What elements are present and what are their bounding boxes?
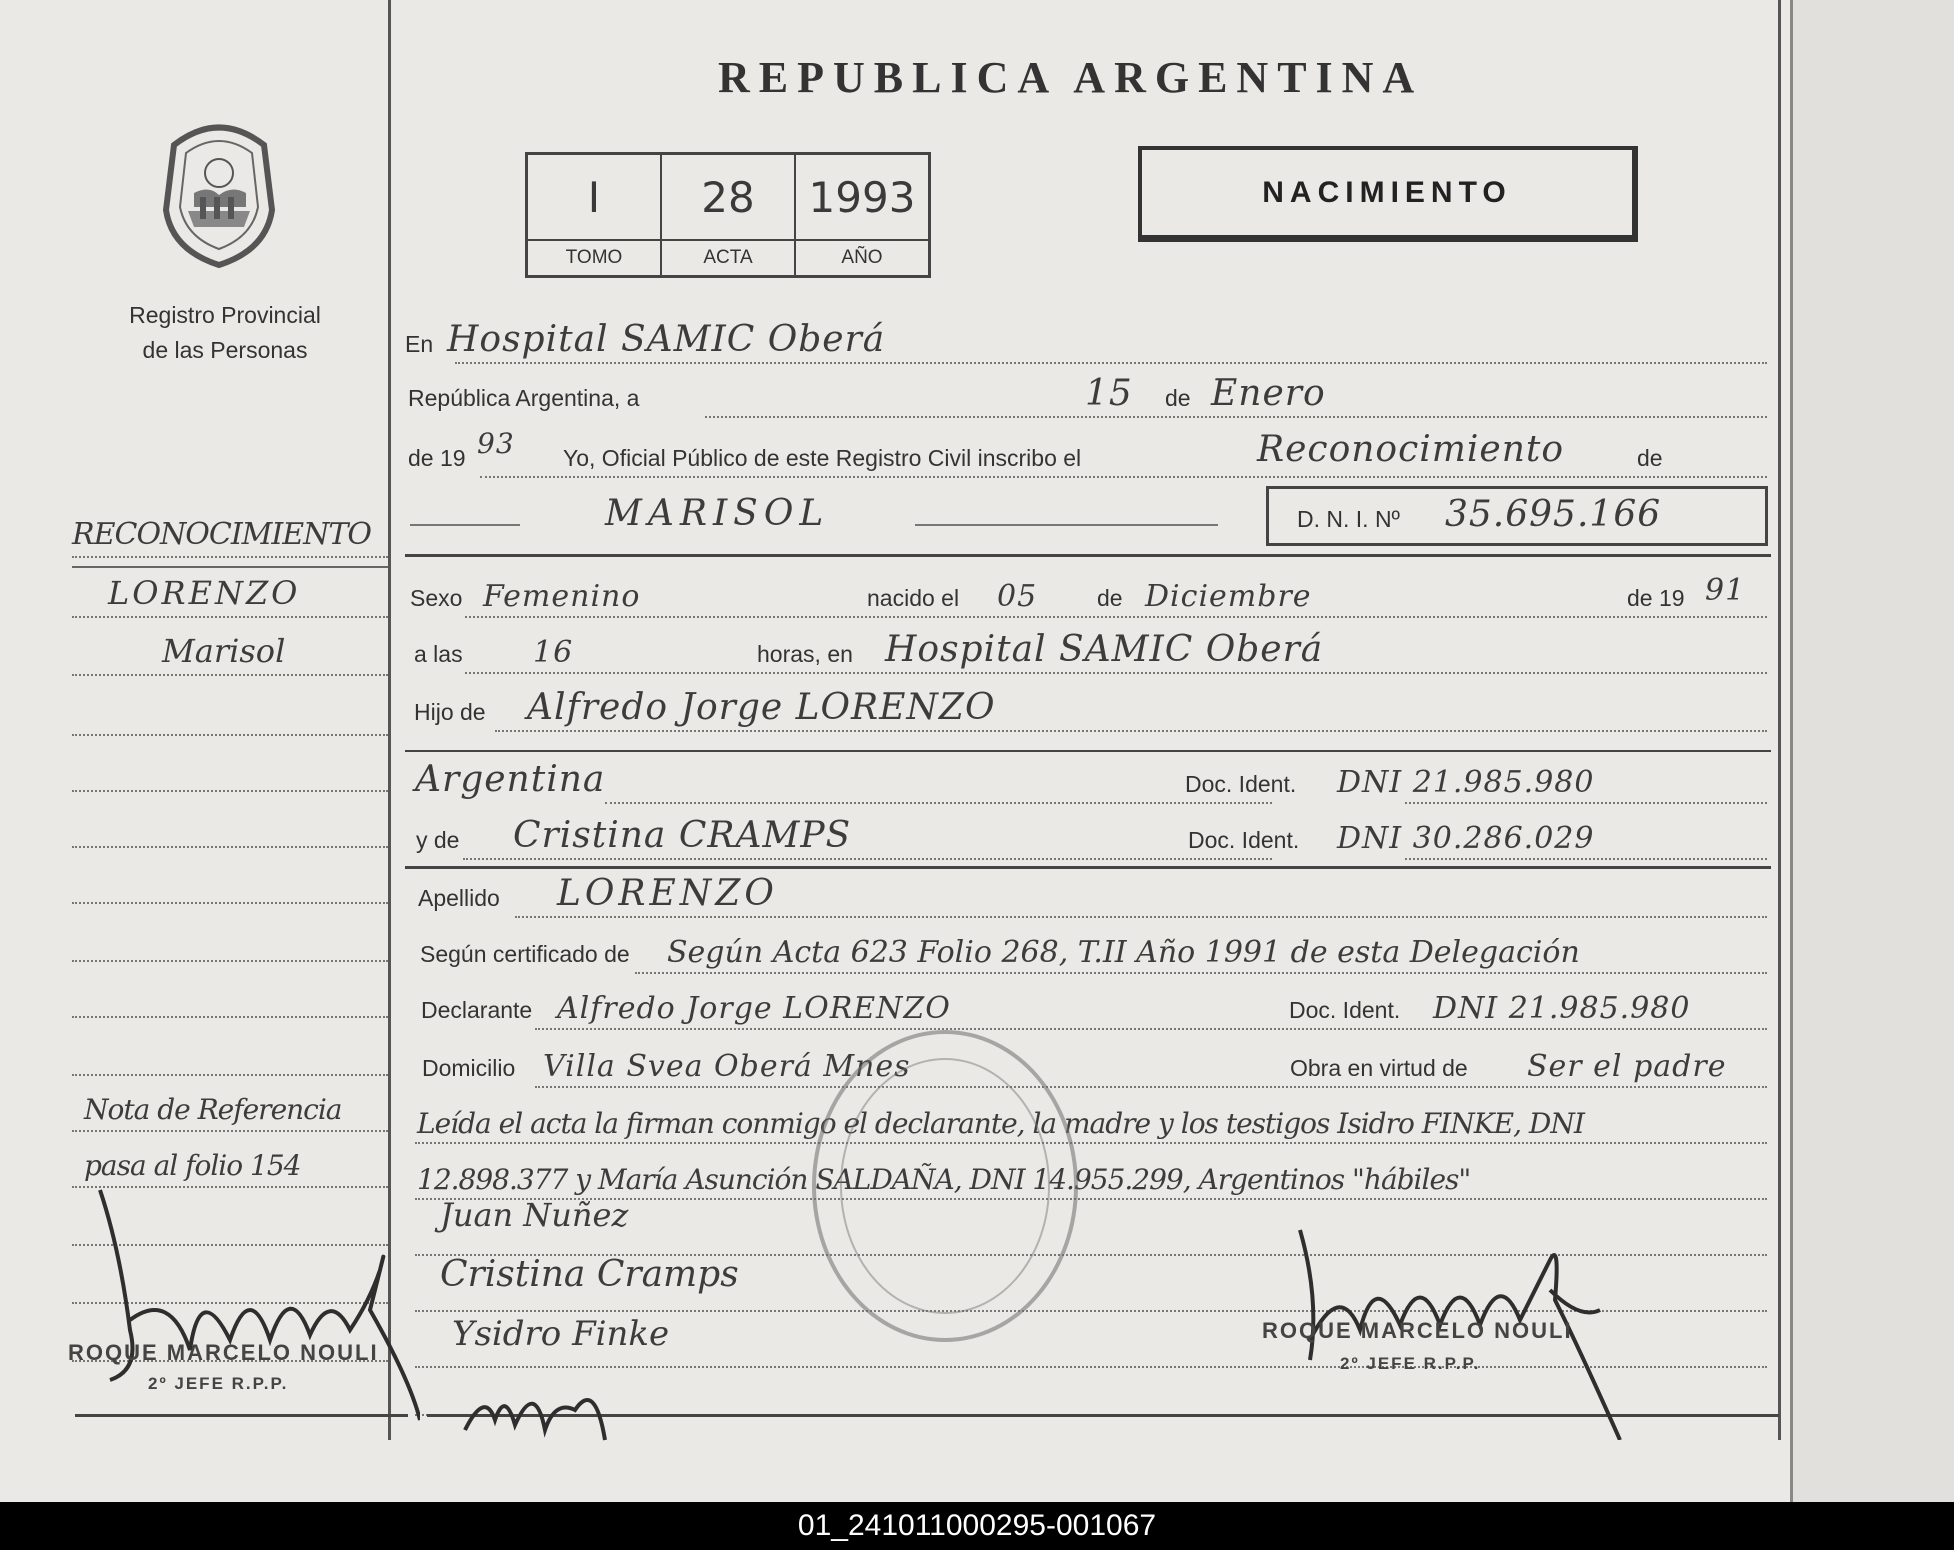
- nacido-label: nacido el: [867, 585, 960, 611]
- de-label-2: de: [1637, 445, 1663, 471]
- obra-label: Obra en virtud de: [1290, 1055, 1468, 1081]
- a-las-label: a las: [414, 641, 463, 667]
- child-name-value: MARISOL: [605, 493, 830, 534]
- tomo-cell: [528, 155, 662, 275]
- row-hour: [405, 622, 1767, 674]
- month-value: Enero: [1211, 373, 1326, 414]
- next-page-edge: [1790, 0, 1954, 1502]
- registry-name: Registro Provincial de las Personas: [129, 302, 321, 363]
- witness1-signature: Juan Nuñez: [440, 1196, 629, 1234]
- hour-value: 16: [533, 635, 574, 670]
- tomo-value: I: [528, 155, 660, 241]
- dni-label: D. N. I. Nº: [1297, 506, 1400, 532]
- right-officer-stamp-name: ROQUE MARCELO NOULI: [1262, 1318, 1573, 1343]
- de19-label: de 19: [408, 445, 466, 471]
- left-officer-signature-icon: [80, 1170, 420, 1435]
- birth-year-suffix-value: 91: [1705, 573, 1746, 608]
- left-officer-stamp-title: 2º JEFE R.P.P.: [148, 1374, 289, 1393]
- extra-signature-icon: [455, 1370, 635, 1455]
- province-seal-icon: [154, 115, 284, 270]
- row-date: [405, 366, 1767, 418]
- row-surname: [405, 866, 1767, 918]
- margin-row-blank-1: [72, 684, 388, 736]
- declarante-label: Declarante: [421, 997, 533, 1023]
- row-notes-1: [405, 1092, 1767, 1144]
- apellido-label: Apellido: [418, 885, 500, 911]
- sexo-value: Femenino: [483, 579, 641, 614]
- margin-note-line-1: Nota de Referencia: [84, 1093, 342, 1126]
- act-type-value: Reconocimiento: [1257, 429, 1565, 470]
- year-suffix-value: 93: [477, 427, 515, 460]
- margin-note-line-2: pasa al folio 154: [84, 1149, 301, 1182]
- row-notes-2: [405, 1148, 1767, 1200]
- margin-row-blank-2: [72, 740, 388, 792]
- margin-row-blank-4: [72, 852, 388, 904]
- row-sex-birth: [405, 566, 1767, 618]
- birth-day-value: 05: [997, 579, 1038, 614]
- section-divider: [405, 554, 1771, 557]
- certificate-type-box: NACIMIENTO: [1138, 146, 1638, 242]
- dni-value: 35.695.166: [1445, 494, 1662, 535]
- father-value: Alfredo Jorge LORENZO: [527, 687, 996, 728]
- witness2-signature: Ysidro Finke: [452, 1314, 670, 1354]
- de-label: de: [1165, 385, 1191, 411]
- margin-row-surname: [72, 566, 388, 618]
- right-border: [1778, 0, 1781, 1440]
- segun-value: Según Acta 623 Folio 268, T.II Año 1991 de esta Delegación: [667, 935, 1580, 970]
- sexo-label: Sexo: [410, 585, 463, 611]
- acta-value: 28: [662, 155, 794, 241]
- right-officer-stamp-title: 2º JEFE R.P.P.: [1340, 1354, 1481, 1373]
- margin-row-blank-3: [72, 796, 388, 848]
- en-label: En: [405, 331, 434, 357]
- caption-bar: [0, 1502, 1954, 1550]
- tomo-label: TOMO: [565, 247, 623, 268]
- row-mother: [405, 808, 1767, 860]
- margin-name-value: Marisol: [162, 632, 286, 670]
- margin-row-blank-7: [72, 1024, 388, 1076]
- birth-place-value: Hospital SAMIC Oberá: [885, 629, 1324, 670]
- official-stamp-icon: [812, 1030, 1078, 1342]
- image-caption: 01_241011000295-001067: [797, 1509, 1157, 1542]
- margin-row-blank-6: [72, 966, 388, 1018]
- horas-label: horas, en: [757, 641, 853, 667]
- document-title: REPUBLICA ARGENTINA: [718, 53, 1424, 102]
- declarante-doc-value: DNI 21.985.980: [1433, 991, 1691, 1026]
- anio-value: 1993: [796, 155, 928, 241]
- left-officer-stamp-name: ROQUE MARCELO NOULI: [68, 1340, 379, 1365]
- reference-box: [525, 152, 931, 278]
- acta-label: ACTA: [703, 247, 753, 268]
- margin-row-act: [72, 506, 388, 558]
- birth-de-label: de: [1097, 585, 1123, 611]
- segun-label: Según certificado de: [420, 941, 630, 967]
- father-doc-label: Doc. Ident.: [1185, 771, 1297, 797]
- row-declarant: [405, 978, 1767, 1030]
- mother-doc-label: Doc. Ident.: [1188, 827, 1300, 853]
- oficial-text: Yo, Oficial Público de este Registro Civil inscribo el: [563, 445, 1082, 471]
- margin-act-value: RECONOCIMIENTO: [72, 517, 372, 552]
- notes-line-2: 12.898.377 y María Asunción SALDAÑA, DNI 14.955.299, Argentinos "hábiles": [417, 1163, 1471, 1196]
- mother-value: Cristina CRAMPS: [513, 815, 852, 856]
- mother-signature: Cristina Cramps: [440, 1254, 739, 1295]
- row-place: [405, 312, 1767, 364]
- row-domicile: [405, 1036, 1767, 1088]
- domicilio-label: Domicilio: [422, 1055, 516, 1081]
- domicilio-value: Villa Svea Oberá Mnes: [543, 1049, 911, 1084]
- hijo-label: Hijo de: [414, 699, 486, 725]
- father-doc-value: DNI 21.985.980: [1337, 765, 1595, 800]
- row-father-nationality: [405, 752, 1767, 804]
- mother-doc-value: DNI 30.286.029: [1337, 821, 1595, 856]
- apellido-value: LORENZO: [557, 873, 778, 914]
- declarante-doc-label: Doc. Ident.: [1289, 997, 1401, 1023]
- birth-de19-label: de 19: [1627, 585, 1685, 611]
- acta-cell: [662, 155, 796, 275]
- margin-row-name: [72, 624, 388, 676]
- y-de-label: y de: [416, 827, 460, 853]
- anio-label: AÑO: [841, 247, 883, 268]
- place-value: Hospital SAMIC Oberá: [447, 319, 886, 360]
- day-value: 15: [1085, 373, 1133, 414]
- margin-row-note-1: [72, 1080, 388, 1132]
- obra-value: Ser el padre: [1527, 1049, 1727, 1084]
- margin-row-blank-5: [72, 910, 388, 962]
- notes-line-1: Leída el acta la firman conmigo el declarante, la madre y los testigos Isidro FINKE, DNI: [417, 1107, 1584, 1140]
- row-father: [405, 680, 1767, 732]
- dni-box: [1266, 486, 1768, 546]
- republica-label: República Argentina, a: [408, 385, 640, 411]
- row-year: [405, 426, 1767, 478]
- margin-surname-value: LORENZO: [108, 574, 301, 612]
- declarante-value: Alfredo Jorge LORENZO: [557, 991, 951, 1026]
- row-certificate: [405, 922, 1767, 974]
- anio-cell: [796, 155, 928, 275]
- birth-month-value: Diciembre: [1145, 579, 1312, 614]
- father-nationality-value: Argentina: [415, 759, 606, 800]
